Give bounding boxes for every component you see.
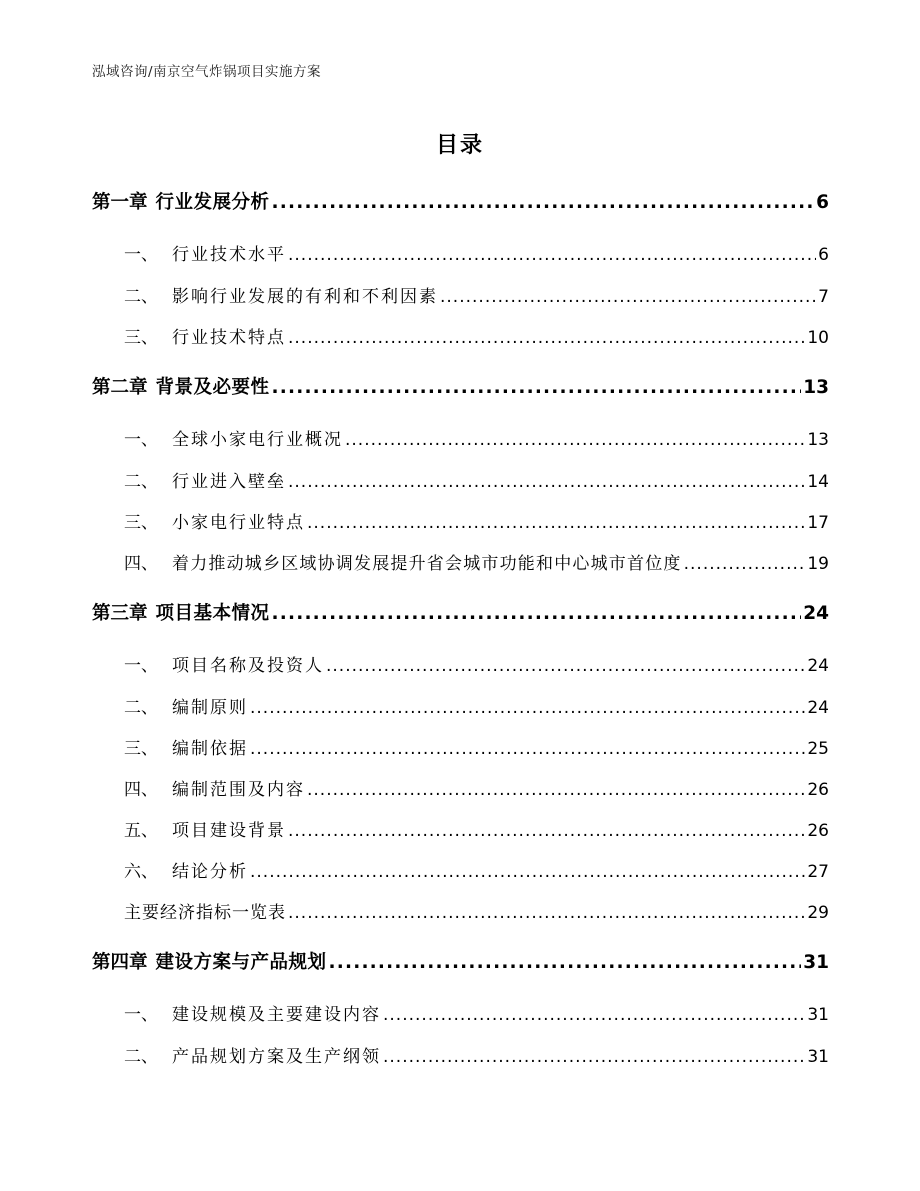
section-index: 二、 <box>124 698 158 718</box>
section-index: 一、 <box>124 245 158 265</box>
section-title: 产品规划方案及生产纲领 <box>172 1047 381 1067</box>
toc-section[interactable] <box>124 467 829 492</box>
dot-leader <box>288 245 816 265</box>
section-index: 二、 <box>124 287 158 307</box>
section-index: 四、 <box>124 780 158 800</box>
dot-leader <box>288 472 805 492</box>
page-number: 27 <box>807 862 829 882</box>
section-title: 建设规模及主要建设内容 <box>172 1005 381 1025</box>
page-number: 31 <box>803 952 829 973</box>
toc-section[interactable] <box>124 898 829 923</box>
page-header: 泓域咨询/南京空气炸锅项目实施方案 <box>92 64 322 80</box>
chapter-title: 行业发展分析 <box>155 192 270 213</box>
page-number: 24 <box>803 603 829 624</box>
section-title: 小家电行业特点 <box>172 513 305 533</box>
section-title: 主要经济指标一览表 <box>124 903 286 923</box>
toc-section[interactable] <box>124 775 829 800</box>
dot-leader <box>684 554 806 574</box>
page-number: 19 <box>807 554 829 574</box>
dot-leader <box>272 192 815 213</box>
page-number: 24 <box>807 698 829 718</box>
section-index: 三、 <box>124 513 158 533</box>
section-title: 全球小家电行业概况 <box>172 430 343 450</box>
chapter-title: 背景及必要性 <box>155 377 270 398</box>
toc-chapter[interactable] <box>92 599 829 625</box>
section-index: 三、 <box>124 739 158 759</box>
toc-section[interactable] <box>124 425 829 450</box>
section-title: 项目名称及投资人 <box>172 656 324 676</box>
toc-section[interactable] <box>124 1000 829 1025</box>
toc-section[interactable] <box>124 693 829 718</box>
dot-leader <box>345 430 805 450</box>
dot-leader <box>307 513 805 533</box>
page-number: 10 <box>807 328 829 348</box>
section-title: 着力推动城乡区域协调发展提升省会城市功能和中心城市首位度 <box>172 554 682 574</box>
section-title: 编制范围及内容 <box>172 780 305 800</box>
section-title: 行业技术特点 <box>172 328 286 348</box>
page-number: 26 <box>807 780 829 800</box>
section-title: 结论分析 <box>172 862 248 882</box>
toc-section[interactable] <box>124 1042 829 1067</box>
toc-chapter[interactable] <box>92 948 829 974</box>
chapter-number: 第二章 <box>92 377 148 398</box>
chapter-title: 建设方案与产品规划 <box>155 952 327 973</box>
dot-leader <box>383 1047 805 1067</box>
page-number: 14 <box>807 472 829 492</box>
page-number: 24 <box>807 656 829 676</box>
chapter-number: 第一章 <box>92 192 148 213</box>
page-number: 31 <box>807 1005 829 1025</box>
dot-leader <box>329 952 802 973</box>
toc-chapter[interactable] <box>92 373 829 399</box>
dot-leader <box>288 821 805 841</box>
chapter-number: 第三章 <box>92 603 148 624</box>
page-number: 6 <box>816 192 829 213</box>
section-index: 一、 <box>124 430 158 450</box>
dot-leader <box>272 603 802 624</box>
page-number: 26 <box>807 821 829 841</box>
toc-section[interactable] <box>124 282 829 307</box>
chapter-number: 第四章 <box>92 952 148 973</box>
section-title: 影响行业发展的有利和不利因素 <box>172 287 438 307</box>
section-index: 六、 <box>124 862 158 882</box>
page-number: 25 <box>807 739 829 759</box>
chapter-title: 项目基本情况 <box>155 603 270 624</box>
page-number: 31 <box>807 1047 829 1067</box>
toc-section[interactable] <box>124 240 829 265</box>
page-number: 7 <box>818 287 829 307</box>
section-title: 行业进入壁垒 <box>172 472 286 492</box>
page-number: 17 <box>807 513 829 533</box>
dot-leader <box>288 328 805 348</box>
toc-section[interactable] <box>124 734 829 759</box>
dot-leader <box>288 903 805 923</box>
toc-section[interactable] <box>124 508 829 533</box>
dot-leader <box>250 862 805 882</box>
toc-chapter[interactable] <box>92 188 829 214</box>
section-index: 二、 <box>124 1047 158 1067</box>
page-number: 29 <box>807 903 829 923</box>
dot-leader <box>326 656 805 676</box>
toc-section[interactable] <box>124 816 829 841</box>
dot-leader <box>250 698 805 718</box>
section-title: 编制依据 <box>172 739 248 759</box>
dot-leader <box>440 287 816 307</box>
section-title: 编制原则 <box>172 698 248 718</box>
section-index: 一、 <box>124 656 158 676</box>
toc-section[interactable] <box>124 857 829 882</box>
dot-leader <box>383 1005 805 1025</box>
dot-leader <box>250 739 805 759</box>
dot-leader <box>272 377 802 398</box>
section-index: 三、 <box>124 328 158 348</box>
toc-section[interactable] <box>124 549 829 574</box>
toc-title: 目录 <box>435 133 484 158</box>
toc-section[interactable] <box>124 651 829 676</box>
toc-section[interactable] <box>124 323 829 348</box>
section-title: 行业技术水平 <box>172 245 286 265</box>
section-index: 一、 <box>124 1005 158 1025</box>
section-index: 四、 <box>124 554 158 574</box>
page-number: 13 <box>807 430 829 450</box>
page-number: 13 <box>803 377 829 398</box>
section-index: 二、 <box>124 472 158 492</box>
dot-leader <box>307 780 805 800</box>
page-number: 6 <box>818 245 829 265</box>
section-index: 五、 <box>124 821 158 841</box>
section-title: 项目建设背景 <box>172 821 286 841</box>
